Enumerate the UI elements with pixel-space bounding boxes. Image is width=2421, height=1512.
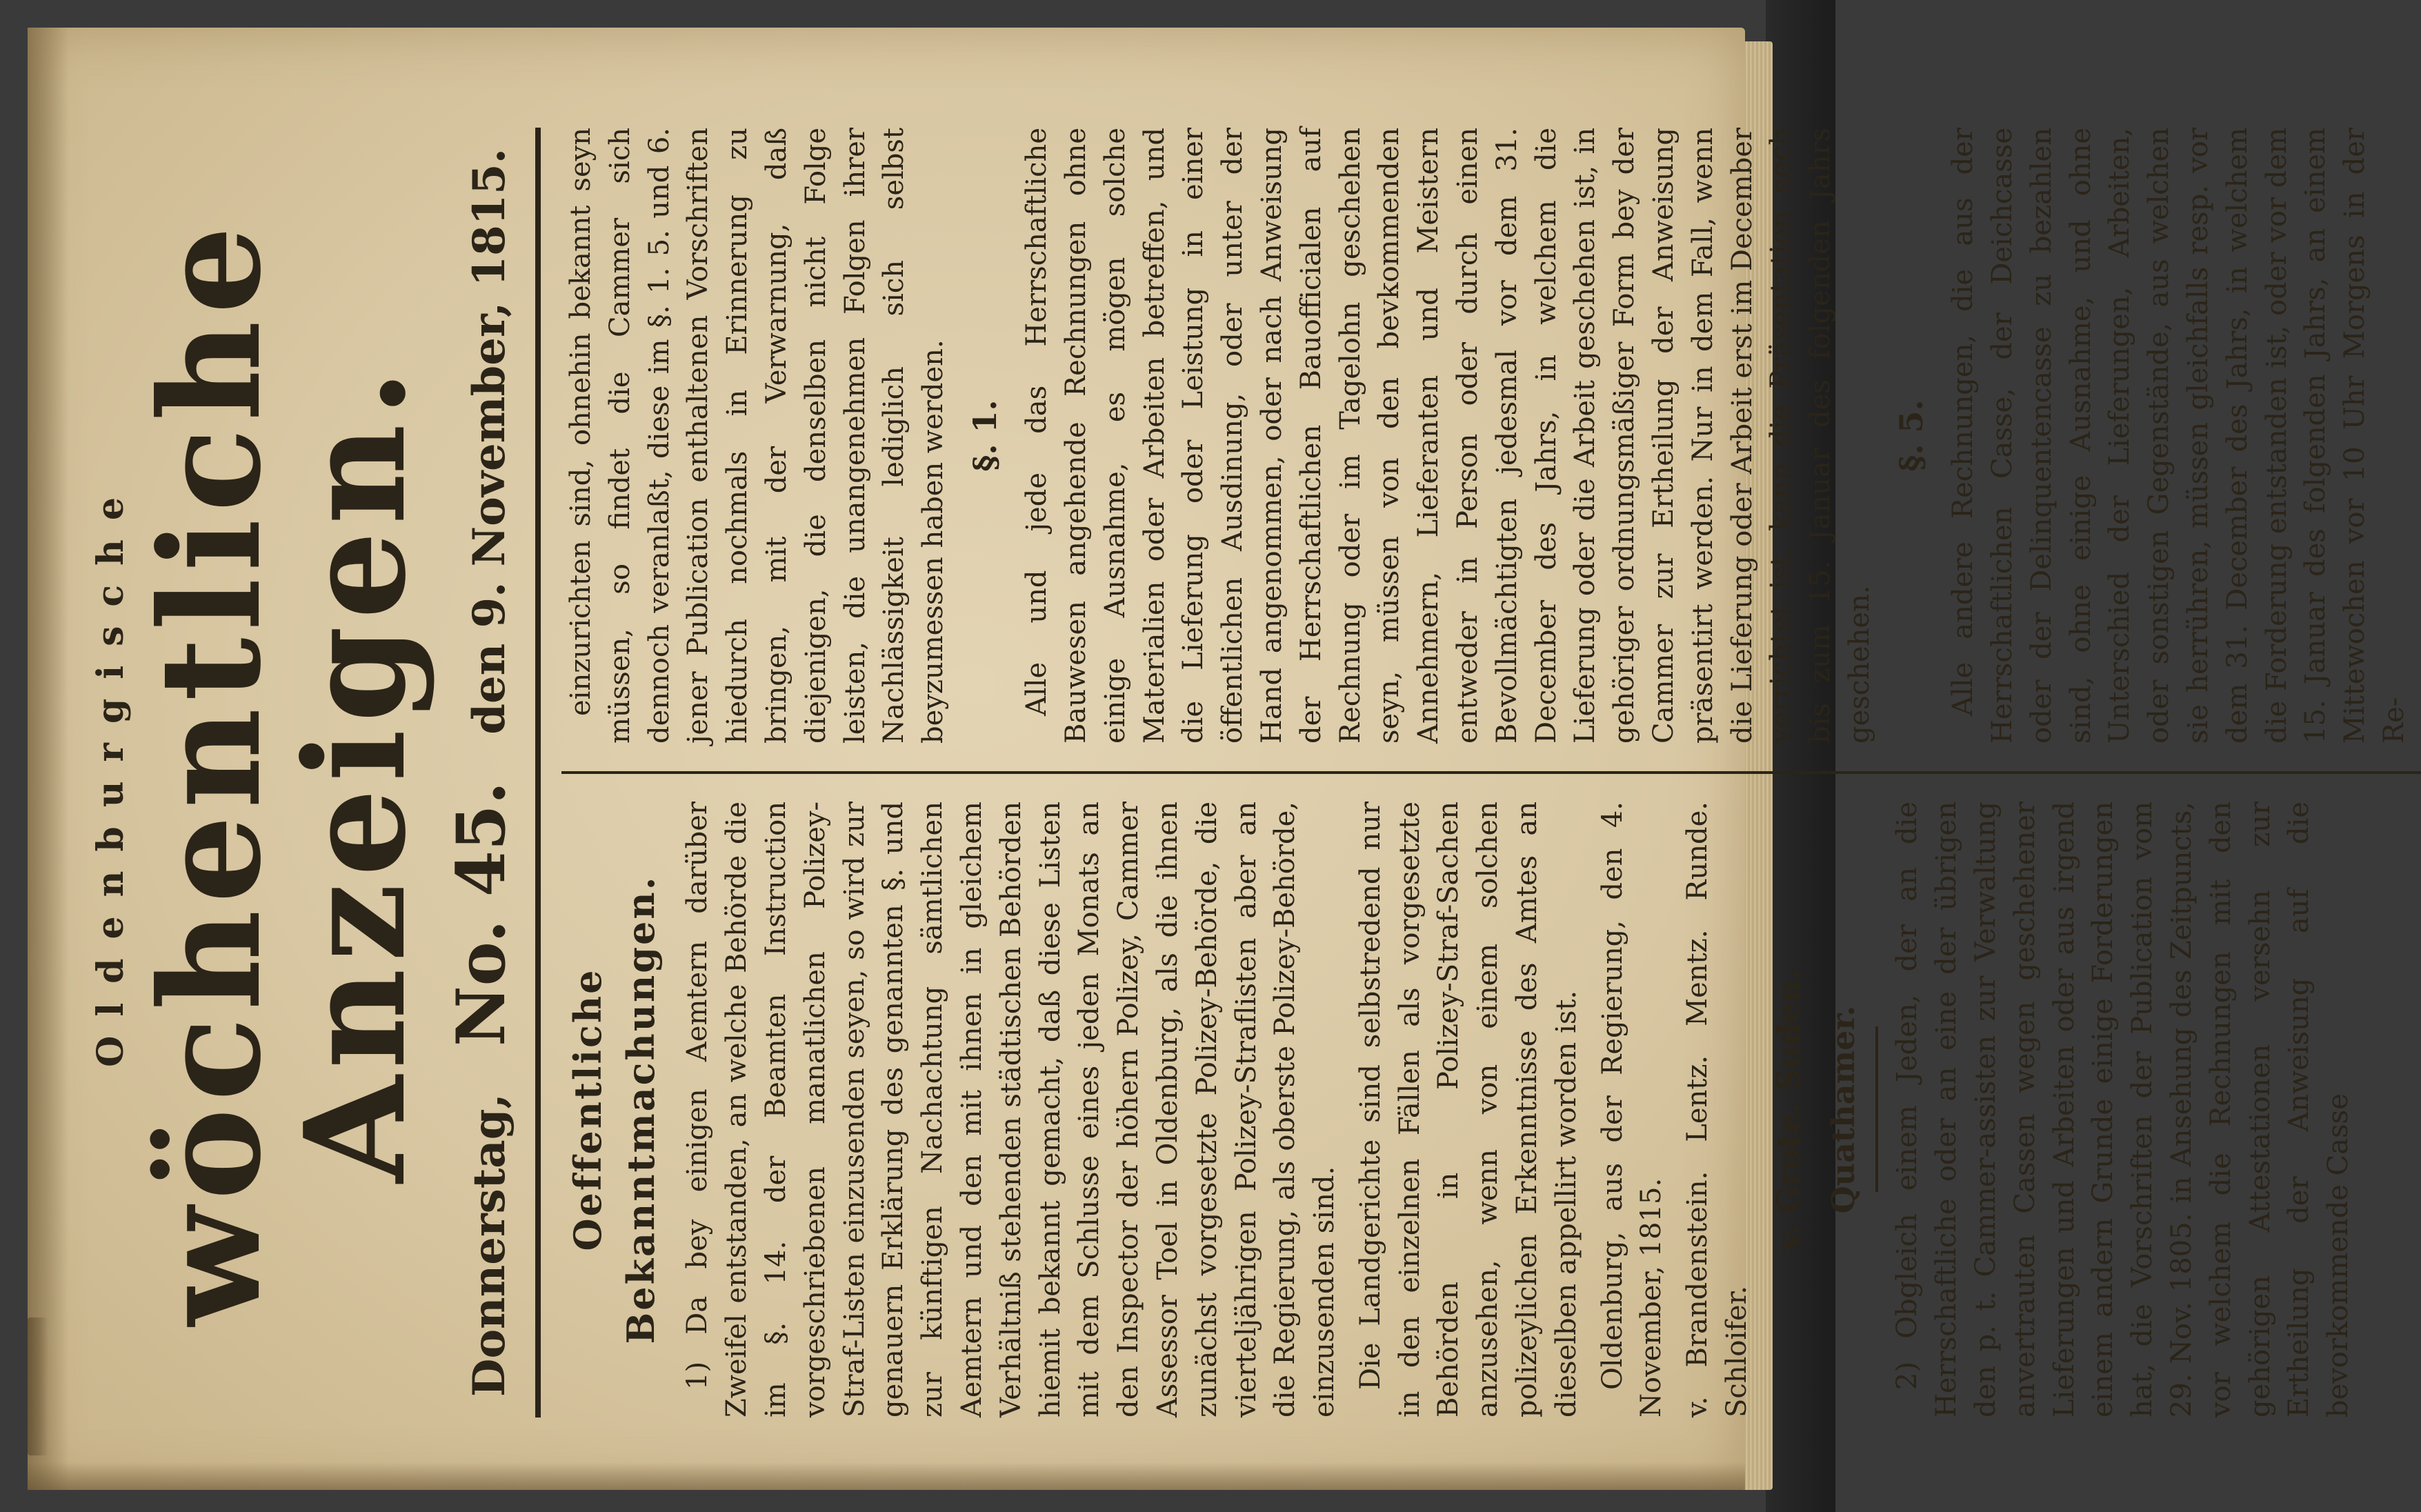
article-paragraph: Alle andere Rechnungen, die aus der Herrschaftlichen Casse, der Deichcasse oder der Delinquentencasse zu bezahlen sind, ohne einige Ausnahme, und ohne Unterschied der Lieferungen, Arbeiten, oder sonstigen Gegenstände, aus welchen sie herrühren, müssen gleichfalls resp. vor dem 31. December des Jahrs, in welchem die Forderung entstanden ist, oder vor dem 15. Januar des folgenden Jahrs, an einem Mittewochen vor 10 Uhr Morgens in der Re- [1947,128,2410,744]
right-column [561,128,2421,744]
article-paragraph: 2) Obgleich einem Jeden, der an die Herrschaftliche oder an eine der übrigen den p. t. Cammer-assisten zur Verwaltung anvertrauten Cassen wegen geschehener Lieferungen und Arbeiten oder aus irgend einem andern Grunde einige Forderungen hat, die Vorschriften der Publication vom 29. Nov. 1805. in Ansehung des Zeitpuncts, vor welchem die Rechnungen mit den gehörigen Attestationen versehn zur Ertheilung der Anweisung auf die bevorkommende Casse [1891,802,2355,1418]
place-date: Oldenburg, aus der Regierung, den 4. November, 1815. [1596,802,1668,1418]
section-mark: §. 5. [1892,399,1930,472]
signature-line-2: v. Grote. Suden. [1769,968,1807,1251]
rotated-content [62,66,2410,1480]
masthead-rule [535,128,541,1418]
article-paragraph: 1) Da bey einigen Aemtern darüber Zweifel entstanden, an welche Behörde die im §. 14. der Beamten Instruction vorgeschriebenen manatlichen Polizey-Straf-Listen einzusenden seyen, so wird zur genauern Erklärung des genannten §. und zur künftigen Nachachtung sämtlichen Aemtern und den mit ihnen in gleichem Verhältniß stehenden städtischen Behörden hiemit bekannt gemacht, daß diese Listen mit dem Schlusse eines jeden Monats an den Inspector der höhern Polizey, Cammer Assessor Toel in Oldenburg, als die ihnen zunächst vorgesetzte Polizey-Behörde, die vierteljährigen Polizey-Straflisten aber an die Regierung, als oberste Polizey-Behörde, einzusenden sind. [681,802,1341,1418]
left-column [561,802,2421,1418]
masthead-title: wöchentliche Anzeigen. [130,219,437,1326]
issue-date: den 9. November, 1815. [464,148,515,735]
columns [541,66,2421,1480]
article-paragraph: Die Landgerichte sind selbstredend nur in den einzelnen Fällen als vorgesetzte Behörden in Polizey-Straf-Sachen anzusehen, wenn von einem solchen polizeylichen Erkenntnisse des Amtes an dieselben appellirt worden ist. [1354,802,1582,1418]
newspaper-page [28,28,2410,1490]
section-mark: §. 1. [966,399,1004,472]
masthead-subtitle: Oldenburgische [90,478,132,1067]
article-paragraph: Alle und jede das Herrschaftliche Bauwesen angehende Rechnungen ohne einige Ausnahme, es mögen solche Materialien oder Arbeiten betreffen, und die Lieferung oder Leistung in einer öffentlichen Ausdinung, oder unter der Hand angenommen, oder nach Anweisung der Herrschaftlichen Bauofficialen auf Rechnung oder im Tagelohn geschehen seyn, müssen von den bevkommenden Annehmern, Lieferanten und Meistern entweder in Person oder durch einen Bevollmächtigten jedesmal vor dem 31. December des Jahrs, in welchem die Lieferung oder die Arbeit geschehen ist, in gehöriger ordnungsmäßiger Form bey der Cammer zur Ertheilung der Anweisung präsentirt werden. Nur in dem Fall, wenn die Lieferung oder Arbeit erst im December verrichtet ist, kann die Präsentation noch bis zum 15. Januar des folgenden Jahrs geschehen. [1021,127,1876,744]
weekday: Donnerstag, [464,1093,515,1397]
countersign: Quathamer. [1824,1005,1862,1214]
article-paragraph: einzurichten sind, ohnehin bekannt seyn müssen, so findet die Cammer sich dennoch veranlaßt, diese im §. 1. 5. und 6. jener Publication enthaltenen Vorschriften hiedurch nochmals in Erinnerung zu bringen, mit der Verwarnung, daß diejenigen, die denselben nicht Folge leisten, die unangenehmen Folgen ihrer Nachlässigkeit lediglich sich selbst beyzumessen haben werden. [565,128,950,744]
paper-stain [28,1317,48,1455]
column-rule [561,771,2421,774]
signatures [1678,802,1757,1418]
issue-number: No. 45. [442,781,520,1046]
section-heading: Oeffentliche Bekanntmachungen. [566,875,663,1344]
divider [1875,1027,1878,1193]
signature-line: v. Brandenstein. Lentz. Mentz. Runde. Schloifer. [1682,802,1753,1418]
dateline [442,66,520,1480]
